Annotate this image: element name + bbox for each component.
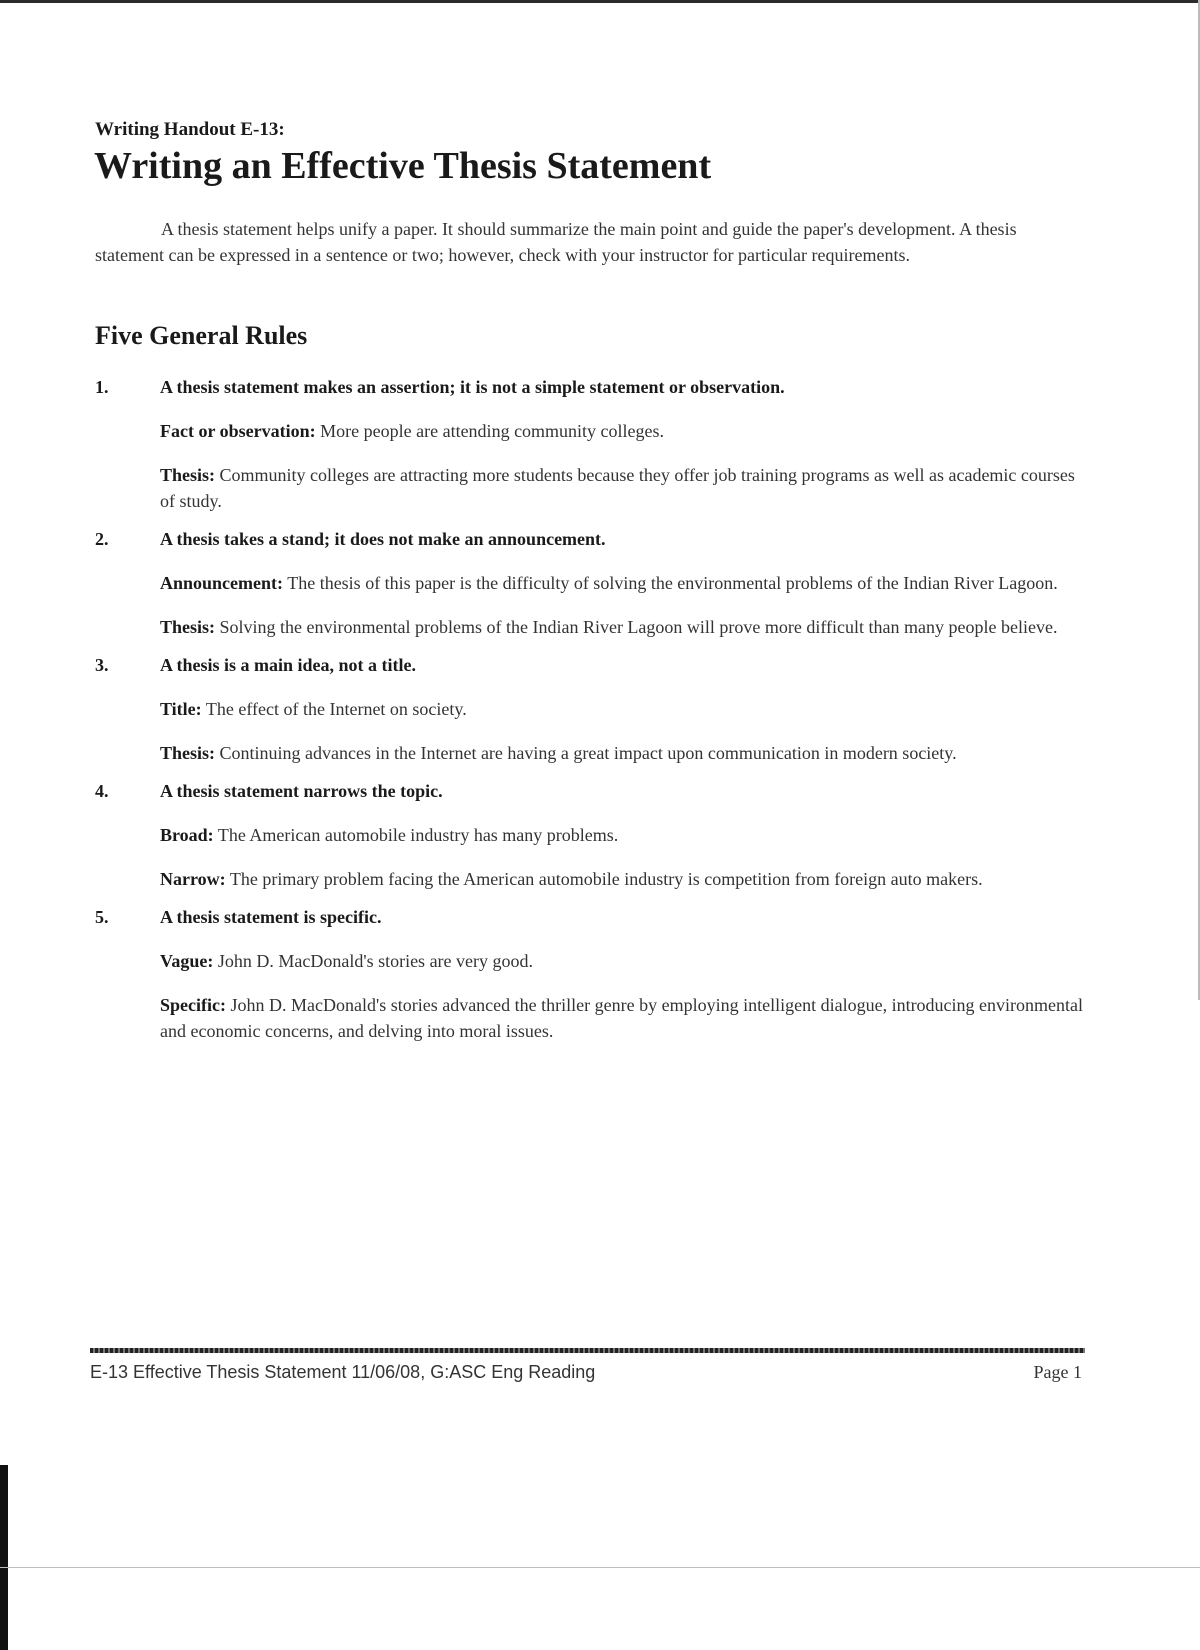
example-text: The American automobile industry has many problems. — [217, 825, 619, 845]
footer-divider — [90, 1348, 1085, 1353]
example-text: John D. MacDonald's stories advanced the thriller genre by employing intelligent dialogue, introducing environmental and economic concerns, and delving into moral issues. — [160, 995, 1084, 1041]
example-label: Announcement: — [160, 573, 284, 593]
footer-page-number: Page 1 — [1033, 1362, 1082, 1382]
example — [160, 462, 1085, 514]
rule-number: 3. — [95, 655, 109, 675]
example-label: Thesis: — [160, 743, 216, 763]
rule-statement: A thesis takes a stand; it does not make an announcement. — [160, 529, 606, 549]
example-label: Narrow: — [160, 869, 226, 889]
example-label: Broad: — [160, 825, 214, 845]
example — [160, 948, 1085, 974]
rule-item — [95, 904, 1085, 1044]
intro-paragraph: A thesis statement helps unify a paper. It should summarize the main point and guide the paper's development. A thesis statement can be expressed in a sentence or two; however, check with your instructor for particular requirements. — [95, 219, 1017, 265]
example-text: Continuing advances in the Internet are having a great impact upon communication in modern society. — [219, 743, 957, 763]
example-text: Solving the environmental problems of the Indian River Lagoon will prove more difficult than many people believe. — [219, 617, 1058, 637]
rule-item — [95, 526, 1085, 640]
example — [160, 992, 1085, 1044]
example-text: The thesis of this paper is the difficulty of solving the environmental problems of the Indian River Lagoon. — [287, 573, 1058, 593]
example — [160, 418, 1085, 444]
example-text: Community colleges are attracting more students because they offer job training programs as well as academic courses of study. — [160, 465, 1075, 511]
example-label: Fact or observation: — [160, 421, 316, 441]
footer-document-info: E-13 Effective Thesis Statement 11/06/08, G:ASC Eng Reading — [90, 1362, 596, 1382]
scan-edge-top — [0, 0, 1200, 3]
example-label: Specific: — [160, 995, 226, 1015]
example — [160, 696, 1085, 722]
rule-statement: A thesis statement narrows the topic. — [160, 781, 443, 801]
example-label: Vague: — [160, 951, 214, 971]
rule-statement: A thesis is a main idea, not a title. — [160, 655, 417, 675]
rules-list — [95, 374, 1085, 1044]
scan-edge-bottom — [0, 1567, 1200, 1568]
example-label: Thesis: — [160, 617, 216, 637]
handout-page — [95, 118, 1085, 1056]
rule-number: 2. — [95, 529, 109, 549]
section-heading: Five General Rules — [95, 321, 308, 350]
example-text: The effect of the Internet on society. — [205, 699, 467, 719]
scan-edge-left — [0, 1465, 8, 1650]
example — [160, 866, 1085, 892]
example — [160, 740, 1085, 766]
rule-number: 1. — [95, 377, 109, 397]
example-label: Thesis: — [160, 465, 216, 485]
example — [160, 614, 1085, 640]
rule-number: 5. — [95, 907, 109, 927]
example-label: Title: — [160, 699, 202, 719]
handout-label: Writing Handout E-13: — [95, 119, 285, 140]
rule-item — [95, 778, 1085, 892]
example — [160, 570, 1085, 596]
example-text: More people are attending community colleges. — [320, 421, 665, 441]
rule-number: 4. — [95, 781, 109, 801]
example — [160, 822, 1085, 848]
rule-item — [95, 374, 1085, 514]
rule-statement: A thesis statement makes an assertion; it is not a simple statement or observation. — [160, 377, 785, 397]
page-title: Writing an Effective Thesis Statement — [94, 145, 712, 187]
example-text: John D. MacDonald's stories are very good. — [217, 951, 534, 971]
rule-statement: A thesis statement is specific. — [160, 907, 382, 927]
example-text: The primary problem facing the American automobile industry is competition from foreign auto makers. — [229, 869, 983, 889]
rule-item — [95, 652, 1085, 766]
